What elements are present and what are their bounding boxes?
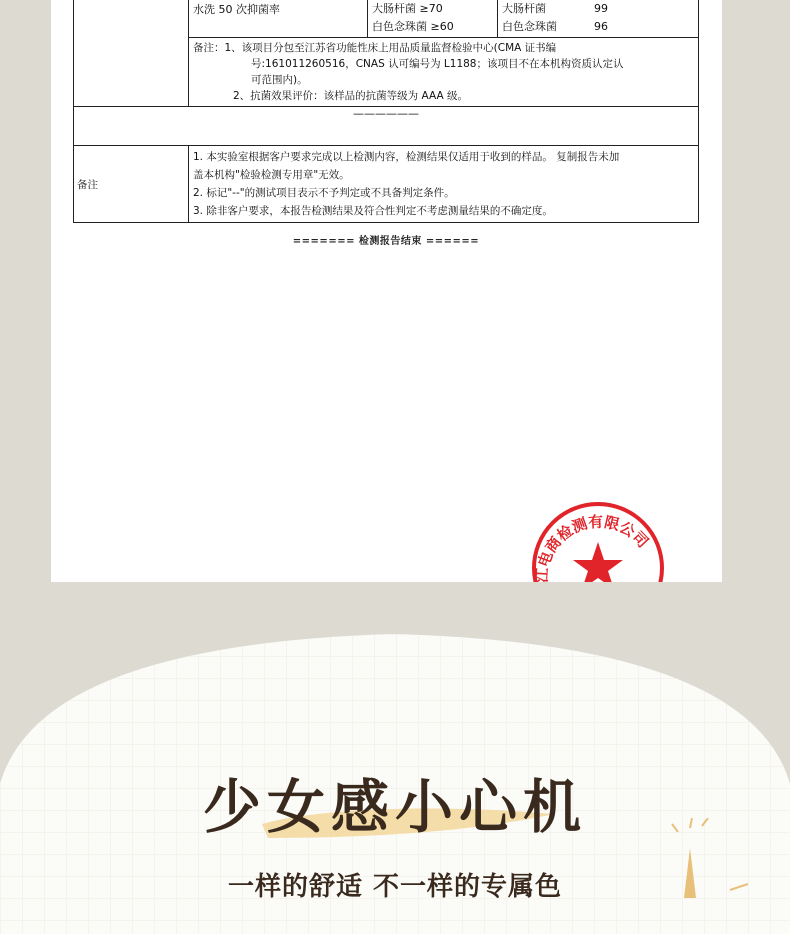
note-cell bbox=[189, 38, 699, 107]
remark-line: 2. 标记"--"的测试项目表示不予判定或不具备判定条件。 bbox=[193, 187, 455, 199]
note-line: 号:161011260516，CNAS 认可编号为 L1188；该项目不在本机构资质认定认 bbox=[251, 58, 624, 70]
dash-row: —————— bbox=[74, 107, 699, 146]
stamp-text: 江电商检测有限公司 bbox=[532, 512, 652, 584]
sparkle-icon bbox=[660, 818, 760, 908]
note-line: 2、抗菌效果评价：该样品的抗菌等级为 AAA 级。 bbox=[233, 90, 468, 102]
blank-label-cell bbox=[74, 0, 189, 107]
note-line: 备注：1、该项目分包至江苏省功能性床上用品质量监督检验中心(CMA 证书编 bbox=[193, 42, 557, 54]
test-item: 水洗 50 次抑菌率 bbox=[189, 0, 368, 37]
hero-title: 少女感小心机 bbox=[202, 773, 587, 841]
hero-subtitle: 一样的舒适 不一样的专属色 bbox=[227, 872, 563, 902]
result-row bbox=[189, 0, 699, 38]
remarks-label: 备注 bbox=[74, 146, 189, 223]
official-seal-stamp bbox=[529, 499, 667, 582]
report-table bbox=[73, 0, 699, 223]
report-end-marker: ======= 检测报告结束 ====== bbox=[292, 236, 480, 247]
result: 大肠杆菌 白色念珠菌 99 96 bbox=[502, 2, 608, 33]
remark-line: 盖本机构"检验检测专用章"无效。 bbox=[193, 169, 350, 181]
remark-line: 1. 本实验室根据客户要求完成以上检测内容，检测结果仅适用于收到的样品。 复制报告未加 bbox=[193, 151, 620, 163]
remark-line: 3. 除非客户要求，本报告检测结果及符合性判定不考虑测量结果的不确定度。 bbox=[193, 205, 553, 217]
test-report-page bbox=[51, 0, 722, 582]
note-line: 可范围内)。 bbox=[251, 74, 308, 86]
remarks-cell bbox=[189, 146, 699, 223]
requirement: 大肠杆菌 ≥70 白色念珠菌 ≥60 bbox=[368, 0, 498, 37]
